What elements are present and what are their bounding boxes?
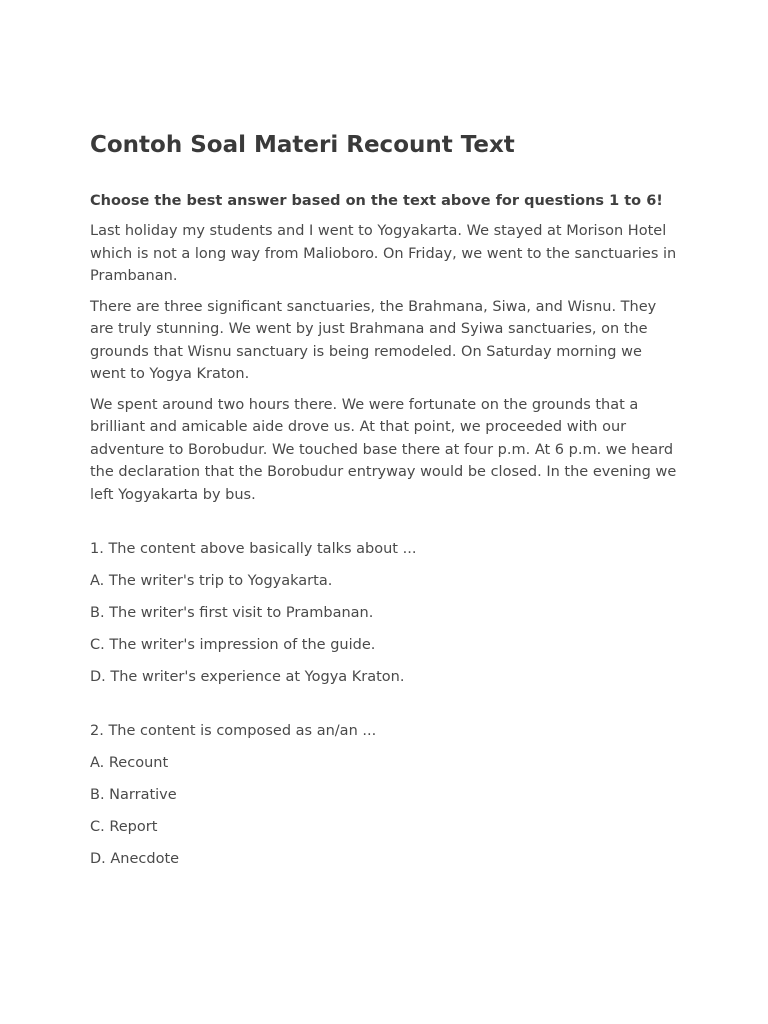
question-2 <box>90 720 682 870</box>
paragraph-3: We spent around two hours there. We were fortunate on the grounds that a brilliant and amicable aide drove us. At that point, we proceeded with our adventure to Borobudur. We touched base there at four p.m. At 6 p.m. we heard the declaration that the Borobudur entryway would be closed. In the evening we left Yogyakarta by bus. <box>90 396 677 503</box>
option-d: D. Anecdote <box>90 851 180 867</box>
option-b: B. The writer's first visit to Prambanan. <box>90 605 374 621</box>
instruction-text: Choose the best answer based on the text above for questions 1 to 6! <box>90 193 663 209</box>
question-text: 2. The content is composed as an/an ... <box>90 723 377 739</box>
paragraph-2: There are three significant sanctuaries, the Brahmana, Siwa, and Wisnu. They are truly stunning. We went by just Brahmana and Syiwa sanctuaries, on the grounds that Wisnu sanctuary is being remodeled. On Saturday morning we went to Yogya Kraton. <box>90 298 657 382</box>
option-b: B. Narrative <box>90 787 177 803</box>
paragraph-1: Last holiday my students and I went to Yogyakarta. We stayed at Morison Hotel which is not a long way from Malioboro. On Friday, we went to the sanctuaries in Prambanan. <box>90 223 677 284</box>
option-c: C. Report <box>90 819 158 835</box>
question-text: 1. The content above basically talks about ... <box>90 541 417 557</box>
option-a: A. The writer's trip to Yogyakarta. <box>90 573 333 589</box>
document-page <box>90 128 682 870</box>
option-d: D. The writer's experience at Yogya Kraton. <box>90 669 405 685</box>
question-1 <box>90 538 682 688</box>
option-a: A. Recount <box>90 755 169 771</box>
page-title: Contoh Soal Materi Recount Text <box>90 132 515 158</box>
option-c: C. The writer's impression of the guide. <box>90 637 376 653</box>
